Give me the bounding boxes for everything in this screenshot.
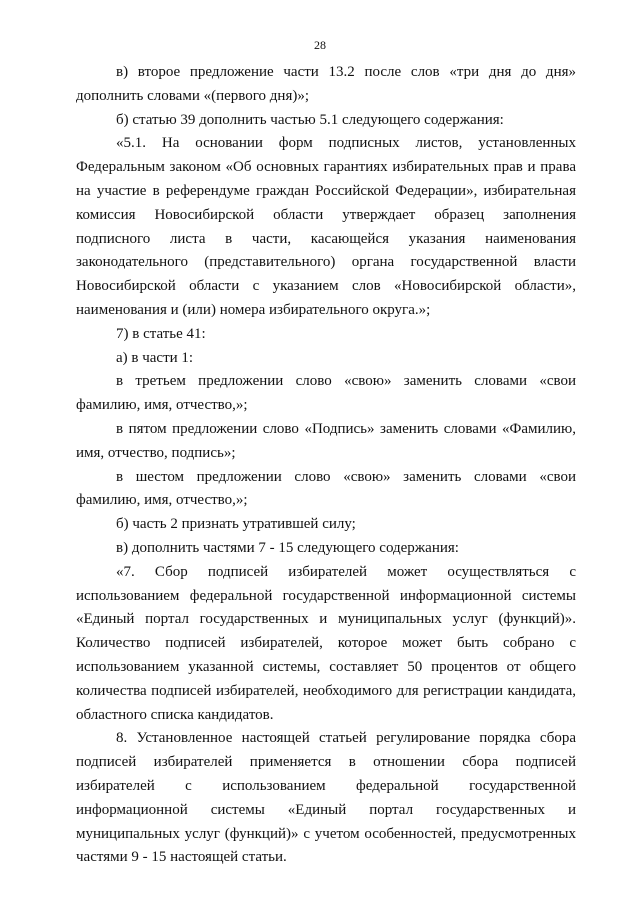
paragraph-amend-13-2: в) второе предложение части 13.2 после слов «три дня до дня» дополнить словами «(первого дня)»; bbox=[76, 64, 576, 104]
paragraph-part-8: 8. Установленное настоящей статьей регулирование порядка сбора подписей избирателей применяется в отношении сбора подписей избирателей с использованием федеральной государственной информационной системы «Единый портал государственных и муниципальных услуг (функций)» с учетом особенностей, предусмотренных частями 9 - 15 настоящей статьи. bbox=[76, 730, 576, 866]
paragraph-part-5-1: «5.1. На основании форм подписных листов, установленных Федеральным законом «Об основных гарантиях избирательных прав и права на участие в референдуме граждан Российской Федерации», избирательная комиссия Новосибирской области утверждает образец заполнения подписного листа в части, касающейся указания наименования законодательного (представительного) органа государственной власти Новосибирской области с указанием слов «Новосибирской области», наименования и (или) номера избирательного округа.»; bbox=[76, 135, 576, 318]
paragraph-part-2-void: б) часть 2 признать утратившей силу; bbox=[116, 516, 356, 533]
paragraph-part-7: «7. Сбор подписей избирателей может осуществляться с использованием федеральной государственной информационной системы «Единый портал государственных и муниципальных услуг (функций)». Количество подписей избирателей, которое может быть собрано с использованием указанной системы, составляет 50 процентов от общего количества подписей избирателей, необходимого для регистрации кандидата, областного списка кандидатов. bbox=[76, 563, 576, 723]
paragraph-fifth-sentence: в пятом предложении слово «Подпись» заменить словами «Фамилию, имя, отчество, подпись»; bbox=[76, 420, 576, 461]
page-number: 28 bbox=[314, 38, 326, 52]
paragraph-third-sentence: в третьем предложении слово «свою» заменить словами «свои фамилию, имя, отчество,»; bbox=[76, 373, 576, 414]
paragraph-add-parts: в) дополнить частями 7 - 15 следующего содержания: bbox=[116, 539, 459, 556]
paragraph-article-39: б) статью 39 дополнить частью 5.1 следующего содержания: bbox=[116, 111, 504, 128]
document-body bbox=[76, 61, 576, 870]
paragraph-part-1: а) в части 1: bbox=[116, 349, 194, 366]
paragraph-sixth-sentence: в шестом предложении слово «свою» заменить словами «свои фамилию, имя, отчество,»; bbox=[76, 468, 576, 509]
paragraph-article-41: 7) в статье 41: bbox=[116, 325, 206, 342]
